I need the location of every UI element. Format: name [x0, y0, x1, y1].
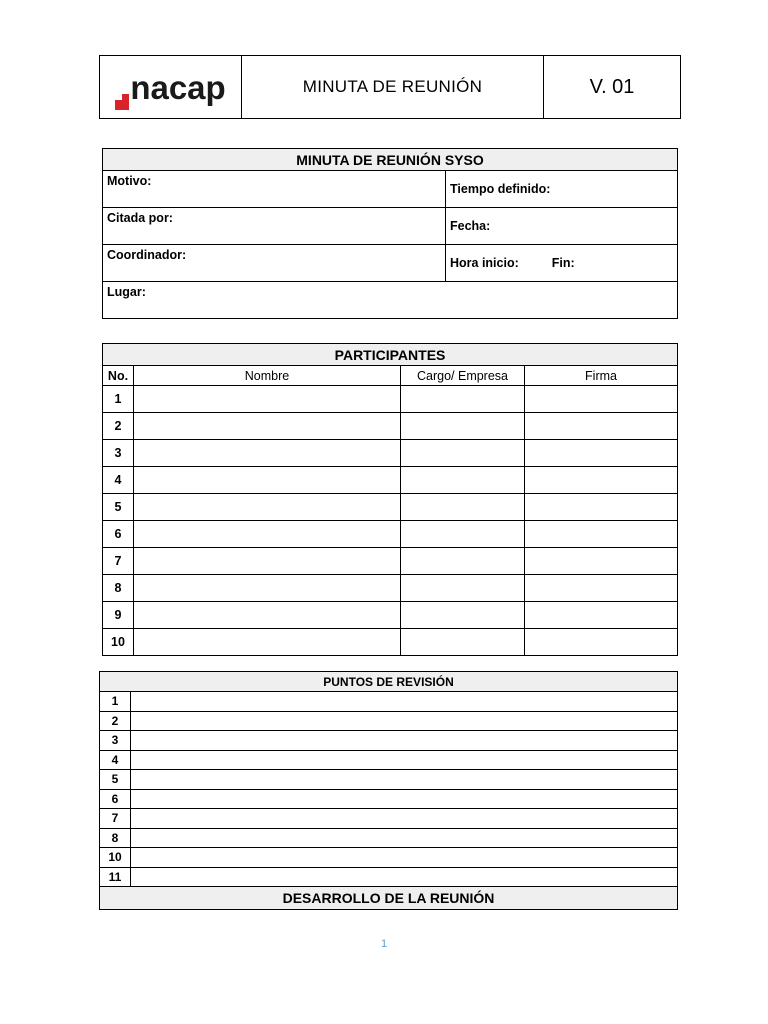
- fecha-field[interactable]: Fecha:: [446, 208, 678, 245]
- participant-number: 7: [103, 548, 134, 575]
- hora-field[interactable]: [446, 245, 678, 282]
- participant-nombre-cell[interactable]: [134, 575, 401, 602]
- participant-firma-cell[interactable]: [525, 629, 678, 656]
- participant-nombre-cell[interactable]: [134, 413, 401, 440]
- fin-label: Fin:: [551, 256, 575, 270]
- participant-cargo-cell[interactable]: [401, 494, 525, 521]
- punto-row: [100, 692, 678, 712]
- participant-cargo-cell[interactable]: [401, 629, 525, 656]
- punto-row: [100, 750, 678, 770]
- participant-number: 2: [103, 413, 134, 440]
- document-title: MINUTA DE REUNIÓN: [242, 56, 544, 119]
- document-header: [99, 55, 681, 119]
- participant-nombre-cell[interactable]: [134, 440, 401, 467]
- participant-nombre-cell[interactable]: [134, 386, 401, 413]
- coordinador-field[interactable]: Coordinador:: [103, 245, 446, 282]
- participant-nombre-cell[interactable]: [134, 629, 401, 656]
- participant-firma-cell[interactable]: [525, 548, 678, 575]
- participant-number: 4: [103, 467, 134, 494]
- participant-row: [103, 575, 678, 602]
- participant-firma-cell[interactable]: [525, 386, 678, 413]
- punto-row: [100, 867, 678, 887]
- punto-row: [100, 828, 678, 848]
- hora-inicio-label: Hora inicio:: [450, 256, 519, 270]
- logo-mark-icon: [115, 94, 129, 110]
- punto-number: 10: [100, 848, 131, 868]
- participant-cargo-cell[interactable]: [401, 467, 525, 494]
- participant-nombre-cell[interactable]: [134, 548, 401, 575]
- participant-nombre-cell[interactable]: [134, 467, 401, 494]
- punto-number: 3: [100, 731, 131, 751]
- page-number: 1: [380, 938, 388, 950]
- minuta-info-table: [102, 148, 678, 319]
- punto-number: 7: [100, 809, 131, 829]
- punto-text-cell[interactable]: [131, 692, 678, 712]
- participant-cargo-cell[interactable]: [401, 440, 525, 467]
- participant-firma-cell[interactable]: [525, 494, 678, 521]
- col-header-no: No.: [103, 366, 134, 386]
- punto-row: [100, 809, 678, 829]
- participant-row: [103, 413, 678, 440]
- tiempo-definido-field[interactable]: Tiempo definido:: [446, 171, 678, 208]
- col-header-firma: Firma: [525, 366, 678, 386]
- participant-row: [103, 467, 678, 494]
- participantes-table: [102, 343, 678, 656]
- punto-text-cell[interactable]: [131, 848, 678, 868]
- minuta-title: MINUTA DE REUNIÓN SYSO: [103, 149, 678, 171]
- logo-cell: [100, 56, 242, 119]
- punto-text-cell[interactable]: [131, 750, 678, 770]
- participant-row: [103, 440, 678, 467]
- punto-row: [100, 711, 678, 731]
- punto-number: 4: [100, 750, 131, 770]
- puntos-revision-table: [99, 671, 678, 910]
- participant-row: [103, 548, 678, 575]
- participant-row: [103, 602, 678, 629]
- participant-firma-cell[interactable]: [525, 602, 678, 629]
- participant-firma-cell[interactable]: [525, 575, 678, 602]
- punto-number: 11: [100, 867, 131, 887]
- participant-number: 6: [103, 521, 134, 548]
- motivo-field[interactable]: Motivo:: [103, 171, 446, 208]
- participant-cargo-cell[interactable]: [401, 548, 525, 575]
- participant-cargo-cell[interactable]: [401, 602, 525, 629]
- col-header-nombre: Nombre: [134, 366, 401, 386]
- punto-row: [100, 770, 678, 790]
- punto-number: 5: [100, 770, 131, 790]
- participant-cargo-cell[interactable]: [401, 521, 525, 548]
- participant-number: 5: [103, 494, 134, 521]
- participant-row: [103, 386, 678, 413]
- participant-row: [103, 494, 678, 521]
- participant-row: [103, 521, 678, 548]
- punto-text-cell[interactable]: [131, 789, 678, 809]
- participant-firma-cell[interactable]: [525, 413, 678, 440]
- participant-number: 1: [103, 386, 134, 413]
- participant-cargo-cell[interactable]: [401, 575, 525, 602]
- participant-firma-cell[interactable]: [525, 521, 678, 548]
- participant-number: 10: [103, 629, 134, 656]
- participant-cargo-cell[interactable]: [401, 386, 525, 413]
- citada-por-field[interactable]: Citada por:: [103, 208, 446, 245]
- punto-row: [100, 848, 678, 868]
- lugar-field[interactable]: Lugar:: [103, 282, 678, 319]
- inacap-logo: [100, 56, 241, 118]
- participant-nombre-cell[interactable]: [134, 494, 401, 521]
- participant-number: 9: [103, 602, 134, 629]
- punto-text-cell[interactable]: [131, 770, 678, 790]
- participant-row: [103, 629, 678, 656]
- punto-text-cell[interactable]: [131, 828, 678, 848]
- col-header-cargo: Cargo/ Empresa: [401, 366, 525, 386]
- punto-text-cell[interactable]: [131, 711, 678, 731]
- participant-firma-cell[interactable]: [525, 467, 678, 494]
- desarrollo-title: DESARROLLO DE LA REUNIÓN: [100, 887, 678, 910]
- punto-text-cell[interactable]: [131, 809, 678, 829]
- punto-number: 8: [100, 828, 131, 848]
- participant-nombre-cell[interactable]: [134, 602, 401, 629]
- punto-row: [100, 789, 678, 809]
- punto-number: 2: [100, 711, 131, 731]
- participantes-title: PARTICIPANTES: [103, 344, 678, 366]
- puntos-title: PUNTOS DE REVISIÓN: [100, 672, 678, 692]
- participant-number: 3: [103, 440, 134, 467]
- punto-text-cell[interactable]: [131, 867, 678, 887]
- participant-number: 8: [103, 575, 134, 602]
- participant-cargo-cell[interactable]: [401, 413, 525, 440]
- punto-number: 1: [100, 692, 131, 712]
- punto-text-cell[interactable]: [131, 731, 678, 751]
- logo-text: nacap: [130, 68, 226, 106]
- punto-number: 6: [100, 789, 131, 809]
- participant-nombre-cell[interactable]: [134, 521, 401, 548]
- participant-firma-cell[interactable]: [525, 440, 678, 467]
- punto-row: [100, 731, 678, 751]
- document-version: V. 01: [544, 56, 681, 119]
